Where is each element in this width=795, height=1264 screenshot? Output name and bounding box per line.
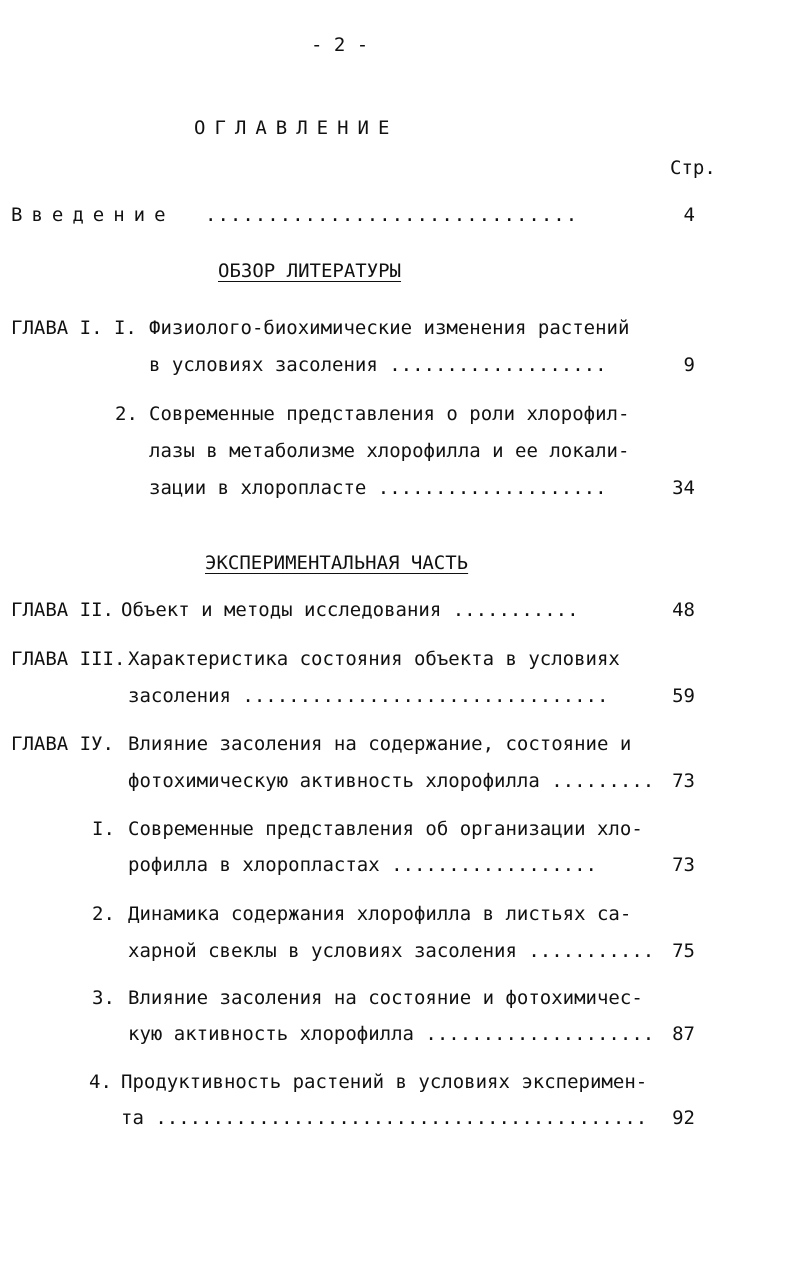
chapter-4-3-number: 3. <box>92 987 115 1009</box>
chapter-1-page: 9 <box>683 354 695 376</box>
chapter-4-4-page: 92 <box>672 1107 695 1129</box>
section-heading-experimental: ЭКСПЕРИМЕНТАЛЬНАЯ ЧАСТЬ <box>205 552 469 574</box>
intro-label: Введение <box>11 204 175 226</box>
chapter-4-2-line-1: Динамика содержания хлорофилла в листьях са- <box>128 903 632 925</box>
chapter-4-3-page: 87 <box>672 1023 695 1045</box>
chapter-2-page: 48 <box>672 599 695 621</box>
section-heading-literature: ОБЗОР ЛИТЕРАТУРЫ <box>218 260 402 282</box>
intro-page: 4 <box>683 204 695 226</box>
intro-dots: .............................. <box>205 204 579 226</box>
chapter-4-3-line-2: кую активность хлорофилла .................... <box>128 1023 655 1045</box>
chapter-3-line-2: засоления ................................ <box>128 685 609 707</box>
chapter-4-page: 73 <box>672 770 695 792</box>
chapter-1-2-number: 2. <box>115 403 138 425</box>
chapter-1-2-line-3: зации в хлоропласте .................... <box>149 477 607 499</box>
chapter-3-prefix: ГЛАВА III. <box>11 648 126 670</box>
chapter-2-prefix: ГЛАВА II. <box>11 599 114 621</box>
page-title: ОГЛАВЛЕНИЕ <box>194 117 399 139</box>
chapter-3-page: 59 <box>672 685 695 707</box>
chapter-1-prefix: ГЛАВА I. I. <box>11 317 137 339</box>
chapter-1-2-line-1: Современные представления о роли хлорофил- <box>149 403 630 425</box>
chapter-3-line-1: Характеристика состояния объекта в условиях <box>128 648 620 670</box>
chapter-1-line-2: в условиях засоления ................... <box>149 354 607 376</box>
chapter-4-4-line-2: та ........................................... <box>121 1107 648 1129</box>
chapter-4-4-number: 4. <box>89 1071 112 1093</box>
chapter-4-prefix: ГЛАВА IУ. <box>11 733 114 755</box>
page-number: - 2 - <box>311 34 369 56</box>
chapter-4-1-line-1: Современные представления об организации хло- <box>128 818 643 840</box>
chapter-1-2-line-2: лазы в метаболизме хлорофилла и ее локали- <box>149 440 630 462</box>
chapter-1-2-page: 34 <box>672 477 695 499</box>
chapter-4-line-1: Влияние засоления на содержание, состояние и <box>128 733 632 755</box>
chapter-2-line-1: Объект и методы исследования ........... <box>121 599 579 621</box>
chapter-4-line-2: фотохимическую активность хлорофилла ......... <box>128 770 655 792</box>
chapter-4-4-line-1: Продуктивность растений в условиях эксперимен- <box>121 1071 648 1093</box>
chapter-4-1-page: 73 <box>672 854 695 876</box>
chapter-4-2-page: 75 <box>672 940 695 962</box>
chapter-4-1-line-2: рофилла в хлоропластах .................. <box>128 854 597 876</box>
chapter-4-2-number: 2. <box>92 903 115 925</box>
chapter-1-line-1: Физиолого-биохимические изменения растений <box>149 317 630 339</box>
chapter-4-1-number: I. <box>92 818 115 840</box>
chapter-4-3-line-1: Влияние засоления на состояние и фотохимичес- <box>128 987 643 1009</box>
page-column-label: Стр. <box>670 157 716 179</box>
chapter-4-2-line-2: харной свеклы в условиях засоления ........... <box>128 940 655 962</box>
